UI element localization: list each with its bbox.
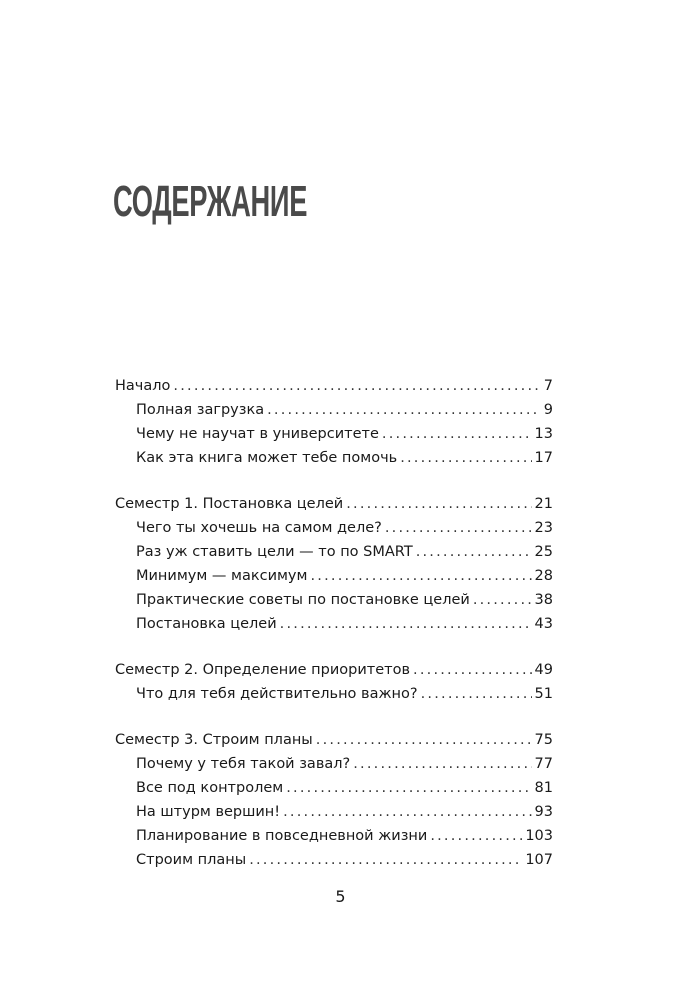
toc-subentry	[115, 612, 553, 636]
toc-entry-title: Постановка целей	[136, 616, 277, 632]
toc-chapter-entry	[115, 728, 553, 752]
page-title: СОДЕРЖАНИЕ	[113, 177, 308, 226]
toc-section	[115, 658, 553, 706]
toc-entry-page: 7	[543, 378, 553, 394]
toc-entry-title: Начало	[115, 378, 171, 394]
toc-subentry	[115, 398, 553, 422]
toc-subentry	[115, 776, 553, 800]
toc-entry-title: Все под контролем	[136, 780, 284, 796]
toc-entry-page: 17	[534, 450, 553, 466]
table-of-contents	[115, 374, 553, 894]
toc-chapter-entry	[115, 658, 553, 682]
toc-entry-page: 13	[534, 426, 553, 442]
toc-entry-page: 25	[534, 544, 553, 560]
toc-subentry	[115, 540, 553, 564]
toc-subentry	[115, 848, 553, 872]
toc-entry-title: Семестр 3. Строим планы	[115, 732, 313, 748]
toc-dot-leader	[421, 682, 532, 706]
toc-dot-leader	[413, 658, 532, 682]
toc-subentry	[115, 564, 553, 588]
toc-entry-title: Минимум — максимум	[136, 568, 308, 584]
toc-section	[115, 728, 553, 872]
toc-dot-leader	[286, 776, 531, 800]
toc-chapter-entry	[115, 492, 553, 516]
toc-entry-title: Семестр 2. Определение приоритетов	[115, 662, 411, 678]
toc-entry-title: Семестр 1. Постановка целей	[115, 496, 344, 512]
page-number: 5	[335, 887, 346, 906]
toc-entry-page: 75	[534, 732, 553, 748]
toc-entry-page: 23	[534, 520, 553, 536]
toc-chapter-entry	[115, 374, 553, 398]
toc-entry-page: 49	[534, 662, 553, 678]
toc-entry-page: 81	[534, 780, 553, 796]
toc-entry-title: Раз уж ставить цели — то по SMART	[136, 544, 413, 560]
toc-subentry	[115, 588, 553, 612]
toc-entry-page: 28	[534, 568, 553, 584]
toc-section	[115, 492, 553, 636]
toc-entry-title: Строим планы	[136, 852, 247, 868]
toc-entry-page: 107	[525, 852, 553, 868]
toc-dot-leader	[267, 398, 541, 422]
toc-entry-page: 9	[543, 402, 553, 418]
toc-subentry	[115, 422, 553, 446]
toc-dot-leader	[473, 588, 532, 612]
toc-dot-leader	[430, 824, 522, 848]
toc-dot-leader	[173, 374, 540, 398]
toc-entry-title: Практические советы по постановке целей	[136, 592, 470, 608]
toc-subentry	[115, 446, 553, 470]
toc-dot-leader	[346, 492, 531, 516]
toc-dot-leader	[310, 564, 531, 588]
toc-subentry	[115, 800, 553, 824]
toc-dot-leader	[416, 540, 532, 564]
toc-dot-leader	[316, 728, 532, 752]
toc-entry-title: Планирование в повседневной жизни	[136, 828, 428, 844]
toc-entry-title: Как эта книга может тебе помочь	[136, 450, 398, 466]
toc-dot-leader	[385, 516, 532, 540]
toc-subentry	[115, 682, 553, 706]
toc-dot-leader	[353, 752, 531, 776]
toc-entry-title: Почему у тебя такой завал?	[136, 756, 351, 772]
toc-dot-leader	[283, 800, 531, 824]
toc-entry-page: 43	[534, 616, 553, 632]
toc-entry-page: 77	[534, 756, 553, 772]
toc-entry-page: 51	[534, 686, 553, 702]
toc-subentry	[115, 824, 553, 848]
toc-entry-title: Чему не научат в университете	[136, 426, 379, 442]
toc-section	[115, 374, 553, 470]
toc-entry-title: Чего ты хочешь на самом деле?	[136, 520, 382, 536]
toc-entry-title: На штурм вершин!	[136, 804, 281, 820]
toc-dot-leader	[382, 422, 532, 446]
toc-dot-leader	[249, 848, 522, 872]
toc-dot-leader	[400, 446, 531, 470]
toc-subentry	[115, 516, 553, 540]
toc-entry-page: 103	[525, 828, 553, 844]
toc-dot-leader	[280, 612, 532, 636]
toc-entry-title: Полная загрузка	[136, 402, 265, 418]
toc-entry-page: 21	[534, 496, 553, 512]
toc-subentry	[115, 752, 553, 776]
toc-entry-page: 93	[534, 804, 553, 820]
toc-entry-page: 38	[534, 592, 553, 608]
toc-entry-title: Что для тебя действительно важно?	[136, 686, 418, 702]
